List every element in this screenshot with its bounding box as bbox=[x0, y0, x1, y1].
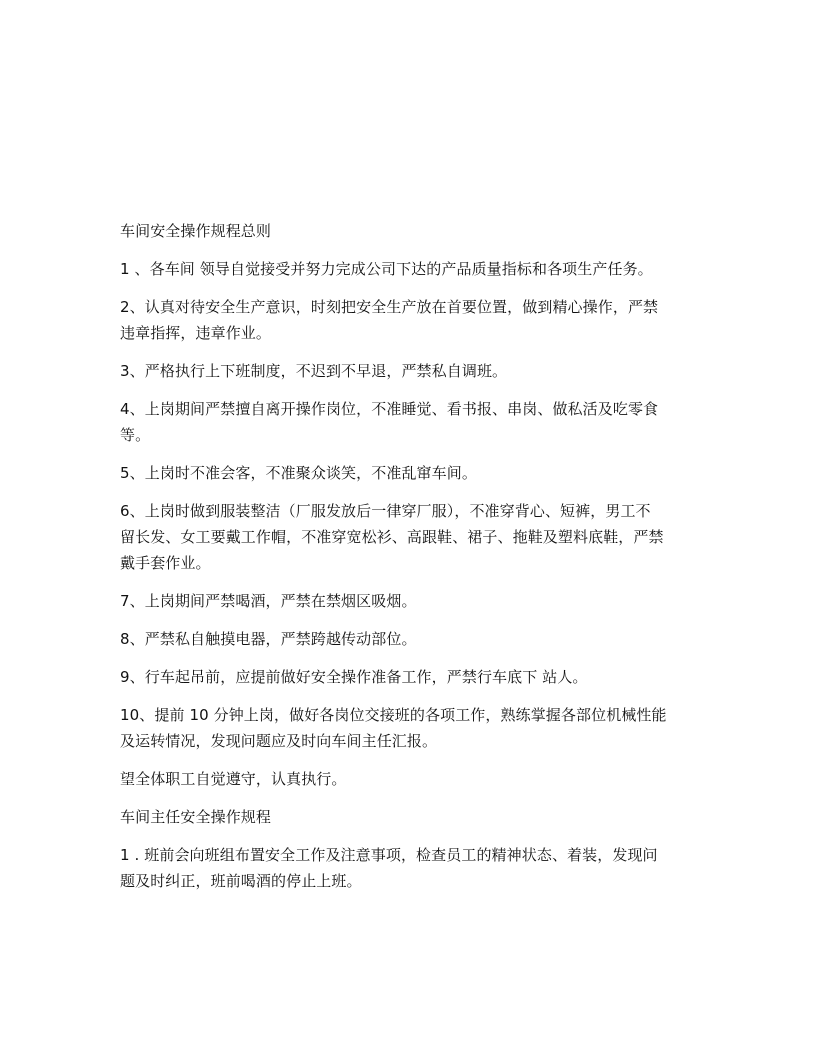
paragraph bbox=[120, 256, 710, 282]
text-line: 留长发、女工要戴工作帽，不准穿宽松衫、高跟鞋、裙子、拖鞋及塑料底鞋，严禁 bbox=[120, 528, 664, 546]
text-line: 3、严格执行上下班制度，不迟到不早退，严禁私自调班。 bbox=[120, 362, 508, 380]
paragraph bbox=[120, 588, 710, 614]
text-line: 1 . 班前会向班组布置安全工作及注意事项，检查员工的精神状态、着装，发现问 bbox=[120, 846, 658, 864]
paragraph bbox=[120, 766, 710, 792]
paragraph bbox=[120, 358, 710, 384]
paragraph bbox=[120, 702, 710, 754]
paragraph bbox=[120, 396, 710, 448]
text-line: 8、严禁私自触摸电器，严禁跨越传动部位。 bbox=[120, 630, 417, 648]
paragraph bbox=[120, 498, 710, 576]
text-line: 4、上岗期间严禁擅自离开操作岗位，不准睡觉、看书报、串岗、做私活及吃零食 bbox=[120, 400, 659, 418]
text-line: 10、提前 10 分钟上岗，做好各岗位交接班的各项工作，熟练掌握各部位机械性能 bbox=[120, 706, 667, 724]
text-line: 违章指挥，违章作业。 bbox=[120, 324, 272, 342]
paragraph bbox=[120, 626, 710, 652]
text-line: 等。 bbox=[120, 426, 151, 444]
document-body bbox=[120, 218, 710, 906]
text-line: 1 、各车间 领导自觉接受并努力完成公司下达的产品质量指标和各项生产任务。 bbox=[120, 260, 653, 278]
text-line: 7、上岗期间严禁喝酒，严禁在禁烟区吸烟。 bbox=[120, 592, 417, 610]
text-line: 车间安全操作规程总则 bbox=[120, 222, 272, 240]
text-line: 题及时纠正，班前喝酒的停止上班。 bbox=[120, 872, 362, 890]
text-line: 及运转情况，发现问题应及时向车间主任汇报。 bbox=[120, 732, 438, 750]
paragraph bbox=[120, 664, 710, 690]
paragraph bbox=[120, 294, 710, 346]
text-line: 9、行车起吊前，应提前做好安全操作准备工作，严禁行车底下 站人。 bbox=[120, 668, 588, 686]
text-line: 望全体职工自觉遵守，认真执行。 bbox=[120, 770, 347, 788]
text-line: 5、上岗时不准会客，不准聚众谈笑，不准乱窜车间。 bbox=[120, 464, 477, 482]
section-heading bbox=[120, 804, 710, 830]
text-line: 戴手套作业。 bbox=[120, 554, 211, 572]
text-line: 6、上岗时做到服装整洁（厂服发放后一律穿厂服），不准穿背心、短裤，男工不 bbox=[120, 502, 651, 520]
section-heading bbox=[120, 218, 710, 244]
paragraph bbox=[120, 842, 710, 894]
text-line: 车间主任安全操作规程 bbox=[120, 808, 272, 826]
paragraph bbox=[120, 460, 710, 486]
text-line: 2、认真对待安全生产意识，时刻把安全生产放在首要位置，做到精心操作，严禁 bbox=[120, 298, 659, 316]
